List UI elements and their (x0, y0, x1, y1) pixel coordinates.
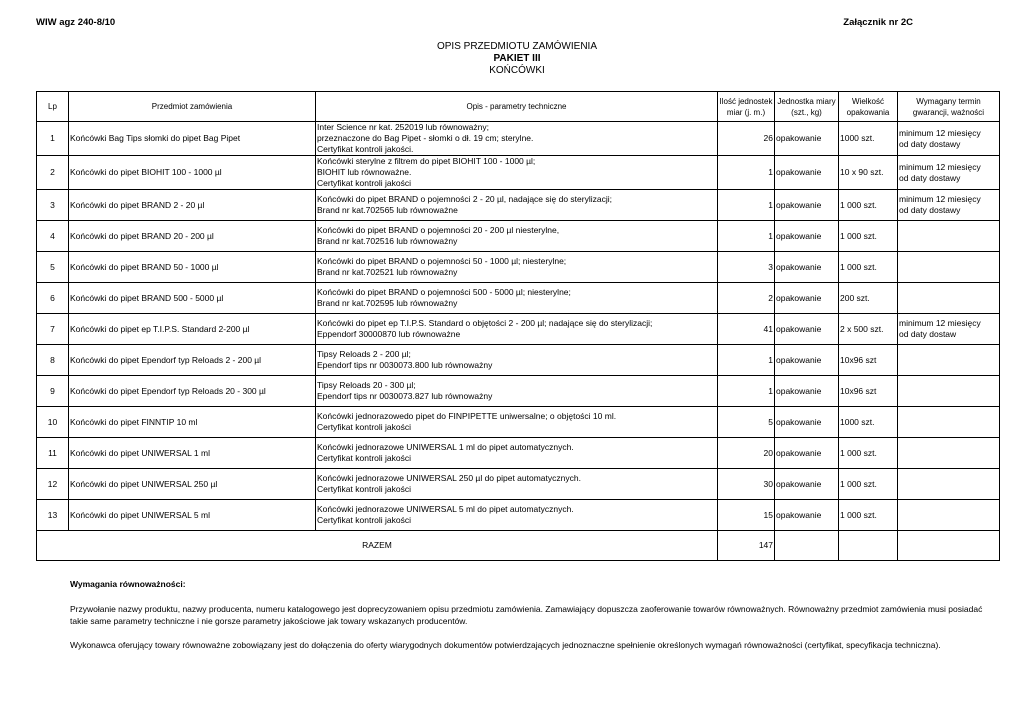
row-unit (775, 345, 839, 376)
row-package-size-line: 200 szt. (840, 292, 870, 303)
row-package-size (839, 252, 898, 283)
row-quantity-line: 20 (763, 447, 773, 458)
row-number (37, 469, 69, 500)
requirements-title: Wymagania równoważności: (70, 579, 186, 589)
row-quantity (718, 314, 775, 345)
row-description-line: Końcówki jednorazowe UNIWERSAL 5 ml do pipet automatycznych. (317, 504, 574, 514)
title-line-3: KOŃCÓWKI (489, 65, 545, 76)
row-description (316, 122, 718, 156)
header-warranty: Wymagany termin gwarancji, ważności (898, 92, 1000, 122)
row-quantity-line: 1 (768, 199, 773, 210)
row-description (316, 156, 718, 190)
row-package-size (839, 314, 898, 345)
row-unit (775, 221, 839, 252)
row-number (37, 500, 69, 531)
row-warranty (898, 500, 1000, 531)
table-row (37, 221, 1000, 252)
table-row (37, 500, 1000, 531)
table-row (37, 156, 1000, 190)
row-number (37, 407, 69, 438)
table-row (37, 122, 1000, 156)
row-number (37, 438, 69, 469)
row-quantity (718, 500, 775, 531)
row-warranty (898, 156, 1000, 190)
row-number (37, 190, 69, 221)
row-item (69, 407, 316, 438)
row-package-size (839, 283, 898, 314)
row-quantity-line: 5 (768, 416, 773, 427)
row-item-line: Końcówki do pipet Ependorf typ Reloads 2 - 200 µl (70, 354, 262, 365)
row-quantity (718, 252, 775, 283)
row-description-line: BIOHIT lub równoważne. (317, 167, 412, 177)
row-quantity (718, 283, 775, 314)
row-description (316, 345, 718, 376)
row-quantity-line: 3 (768, 261, 773, 272)
row-quantity-line: 1 (768, 385, 773, 396)
row-quantity (718, 407, 775, 438)
row-item (69, 122, 316, 156)
row-warranty-line: od daty dostawy (899, 138, 961, 149)
row-warranty (898, 438, 1000, 469)
table-row (37, 314, 1000, 345)
row-warranty (898, 345, 1000, 376)
row-description (316, 469, 718, 500)
row-description-line: Końcówki do pipet BRAND o pojemności 2 - 20 µl, nadające się do sterylizacji; (317, 194, 612, 204)
row-package-size-line: 1 000 szt. (840, 478, 877, 489)
row-description-line: Certyfikat kontroli jakości (317, 484, 412, 494)
row-item-line: Końcówki do pipet BRAND 20 - 200 µl (70, 230, 214, 241)
row-quantity (718, 190, 775, 221)
row-unit (775, 500, 839, 531)
row-description (316, 500, 718, 531)
row-package-size (839, 469, 898, 500)
row-description-line: Końcówki do pipet BRAND o pojemności 50 - 1000 µl; niesterylne; (317, 256, 567, 266)
row-unit-line: opakowanie (776, 478, 822, 489)
row-package-size-line: 10x96 szt (840, 354, 877, 365)
row-unit-line: opakowanie (776, 385, 822, 396)
row-package-size-line: 2 x 500 szt. (840, 323, 884, 334)
row-unit-line: opakowanie (776, 416, 822, 427)
row-description-line: Ependorf tips nr 0030073.800 lub równoważny (317, 360, 493, 370)
row-warranty-line: minimum 12 miesięcy (899, 161, 981, 172)
row-unit (775, 190, 839, 221)
order-table (36, 91, 1000, 561)
row-unit-line: opakowanie (776, 230, 822, 241)
row-unit (775, 407, 839, 438)
row-item (69, 376, 316, 407)
table-row (37, 438, 1000, 469)
row-unit-line: opakowanie (776, 167, 822, 177)
row-number (37, 156, 69, 190)
row-quantity-line: 15 (763, 509, 773, 520)
row-item-line: Końcówki do pipet FINNTIP 10 ml (70, 416, 198, 427)
row-warranty-line: od daty dostaw (899, 329, 957, 339)
row-description-line: Brand nr kat.702521 lub równoważny (317, 267, 458, 277)
row-unit-line: opakowanie (776, 447, 822, 458)
row-description-line: Tipsy Reloads 2 - 200 µl; (317, 349, 411, 359)
row-warranty (898, 221, 1000, 252)
row-warranty (898, 122, 1000, 156)
row-description-line: Brand nr kat.702565 lub równoważne (317, 205, 458, 215)
table-row (37, 252, 1000, 283)
row-number-line: 10 (47, 416, 58, 427)
row-unit (775, 156, 839, 190)
row-warranty (898, 376, 1000, 407)
row-unit-line: opakowanie (776, 323, 822, 334)
row-warranty-line: od daty dostawy (899, 205, 961, 215)
row-package-size-line: 1000 szt. (840, 133, 875, 143)
row-item (69, 469, 316, 500)
row-quantity-line: 41 (763, 323, 773, 334)
row-description-line: Certyfikat kontroli jakości (317, 178, 412, 188)
row-item (69, 156, 316, 190)
row-item-line: Końcówki do pipet Ependorf typ Reloads 20 - 300 µl (70, 385, 266, 396)
header-item: Przedmiot zamówienia (69, 92, 316, 122)
row-item-line: Końcówki do pipet ep T.I.P.S. Standard 2-200 µl (70, 323, 250, 334)
document-titles (0, 41, 1024, 77)
row-description-line: Końcówki jednorazowe UNIWERSAL 1 ml do pipet automatycznych. (317, 442, 574, 452)
row-description-line: Certyfikat kontroli jakości. (317, 144, 414, 154)
row-unit (775, 252, 839, 283)
row-description (316, 314, 718, 345)
row-package-size-line: 10 x 90 szt. (840, 167, 884, 177)
row-item (69, 190, 316, 221)
header-unit: Jednostka miary (szt., kg) (775, 92, 839, 122)
row-quantity (718, 469, 775, 500)
row-warranty (898, 469, 1000, 500)
row-quantity (718, 122, 775, 156)
row-number-line: 11 (48, 447, 57, 458)
row-description-line: Certyfikat kontroli jakości (317, 422, 412, 432)
row-quantity-line: 1 (768, 167, 773, 177)
row-warranty (898, 314, 1000, 345)
requirements-paragraph-2: Wykonawca oferujący towary równoważne zobowiązany jest do dołączenia do oferty wiarygodnych dokumentów potwierdzających jednoznaczne spełnienie określonych wymagań równoważności (certyfikat, specyfikacja techniczna). (70, 640, 941, 650)
header-lp: Lp (37, 92, 69, 122)
row-number-line: 9 (50, 385, 55, 396)
row-unit-line: opakowanie (776, 509, 822, 520)
row-package-size (839, 122, 898, 156)
row-description (316, 252, 718, 283)
row-number (37, 314, 69, 345)
row-warranty (898, 252, 1000, 283)
row-package-size-line: 1 000 szt. (840, 447, 877, 458)
row-warranty-line: minimum 12 miesięcy (899, 127, 981, 138)
row-package-size (839, 407, 898, 438)
total-label: RAZEM (37, 531, 718, 561)
title-line-2: PAKIET III (493, 53, 541, 64)
row-package-size-line: 1 000 szt. (840, 230, 877, 241)
row-description-line: przeznaczone do Bag Pipet - słomki o dł. 19 cm; sterylne. (317, 133, 534, 143)
row-quantity (718, 345, 775, 376)
table-row (37, 469, 1000, 500)
row-package-size (839, 221, 898, 252)
row-description (316, 438, 718, 469)
row-unit-line: opakowanie (776, 292, 822, 303)
row-number-line: 2 (50, 167, 55, 177)
header-package-size: Wielkość opakowania (839, 92, 898, 122)
row-warranty (898, 190, 1000, 221)
row-description-line: Brand nr kat.702516 lub równoważny (317, 236, 458, 246)
row-description-line: Inter Science nr kat. 252019 lub równoważny; (317, 122, 489, 132)
row-description (316, 407, 718, 438)
total-row (37, 531, 1000, 561)
row-package-size (839, 156, 898, 190)
row-description (316, 283, 718, 314)
row-unit-line: opakowanie (776, 199, 822, 210)
row-item-line: Końcówki do pipet BRAND 50 - 1000 µl (70, 261, 219, 272)
table-row (37, 407, 1000, 438)
row-description-line: Tipsy Reloads 20 - 300 µl; (317, 380, 416, 390)
row-item (69, 314, 316, 345)
row-quantity-line: 1 (768, 354, 773, 365)
row-description (316, 190, 718, 221)
row-description-line: Końcówki do pipet BRAND o pojemności 500 - 5000 µl; niesterylne; (317, 287, 571, 297)
row-quantity (718, 438, 775, 469)
row-item-line: Końcówki do pipet UNIWERSAL 5 ml (70, 509, 210, 520)
row-package-size (839, 345, 898, 376)
row-unit (775, 469, 839, 500)
row-number-line: 4 (50, 230, 55, 241)
row-quantity (718, 376, 775, 407)
row-description (316, 221, 718, 252)
row-number (37, 376, 69, 407)
row-item (69, 438, 316, 469)
row-number (37, 122, 69, 156)
row-description-line: Końcówki do pipet BRAND o pojemności 20 - 200 µl niesterylne, (317, 225, 560, 235)
row-number-line: 3 (50, 199, 55, 210)
row-item-line: Końcówki do pipet BRAND 500 - 5000 µl (70, 292, 224, 303)
row-description-line: Certyfikat kontroli jakości (317, 515, 412, 525)
row-description-line: Brand nr kat.702595 lub równoważny (317, 298, 458, 308)
row-item-line: Końcówki do pipet BRAND 2 - 20 µl (70, 199, 205, 210)
row-number (37, 252, 69, 283)
total-quantity: 147 (718, 531, 775, 561)
row-number-line: 8 (50, 354, 55, 365)
row-package-size-line: 1 000 szt. (840, 509, 877, 520)
row-number (37, 345, 69, 376)
row-package-size (839, 190, 898, 221)
row-description-line: Ependorf tips nr 0030073.827 lub równoważny (317, 391, 493, 401)
row-unit (775, 376, 839, 407)
row-unit (775, 122, 839, 156)
title-line-1: OPIS PRZEDMIOTU ZAMÓWIENIA (436, 41, 597, 52)
row-package-size-line: 1 000 szt. (840, 199, 877, 210)
row-package-size-line: 10x96 szt (840, 385, 877, 396)
row-number-line: 12 (47, 478, 58, 489)
row-description-line: Eppendorf 30000870 lub równoważne (317, 329, 461, 339)
row-package-size (839, 500, 898, 531)
document-reference: WIW agz 240-8/10 (36, 17, 116, 28)
table-row (37, 283, 1000, 314)
row-unit-line: opakowanie (776, 354, 822, 365)
row-quantity-line: 2 (768, 292, 773, 303)
header-description: Opis - parametry techniczne (316, 92, 718, 122)
row-number-line: 7 (50, 323, 55, 334)
row-description-line: Końcówki jednorazowedo pipet do FINPIPETTE uniwersalne; o objętości 10 ml. (317, 411, 617, 421)
row-package-size-line: 1 000 szt. (840, 261, 877, 272)
row-description-line: Końcówki jednorazowe UNIWERSAL 250 µl do pipet automatycznych. (317, 473, 581, 483)
table-row (37, 345, 1000, 376)
row-quantity-line: 1 (768, 230, 773, 241)
row-quantity (718, 156, 775, 190)
row-number (37, 283, 69, 314)
row-quantity (718, 221, 775, 252)
row-package-size (839, 438, 898, 469)
row-quantity-line: 30 (763, 478, 773, 489)
requirements-paragraph-1: Przywołanie nazwy produktu, nazwy producenta, numeru katalogowego jest doprecyzowaniem opisu przedmiotu zamówienia. Zamawiający dopuszcza zaoferowanie towarów równoważnych. Równoważny przedmiot zamówienia musi posiadać takie same parametry techniczne i nie gorsze parametry jakościowe jak towary wskazanych producentów. (70, 604, 983, 626)
row-item (69, 500, 316, 531)
row-quantity-line: 26 (763, 133, 773, 143)
table-row (37, 376, 1000, 407)
row-warranty-line: od daty dostawy (899, 172, 961, 183)
header-quantity: Ilość jednostek miar (j. m.) (718, 92, 775, 122)
row-unit (775, 283, 839, 314)
row-item-line: Końcówki do pipet BIOHIT 100 - 1000 µl (70, 167, 222, 177)
table-header-row (37, 92, 1000, 122)
attachment-number: Załącznik nr 2C (843, 17, 913, 28)
row-description (316, 376, 718, 407)
row-warranty-line: minimum 12 miesięcy (899, 194, 981, 204)
row-description-line: Certyfikat kontroli jakości (317, 453, 412, 463)
row-number (37, 221, 69, 252)
row-number-line: 6 (50, 292, 55, 303)
row-item (69, 345, 316, 376)
row-package-size (839, 376, 898, 407)
row-unit-line: opakowanie (776, 261, 822, 272)
row-warranty (898, 407, 1000, 438)
row-number-line: 1 (50, 133, 55, 143)
row-unit-line: opakowanie (776, 133, 822, 143)
total-empty-cell (898, 531, 1000, 561)
row-item-line: Końcówki do pipet UNIWERSAL 1 ml (70, 447, 210, 458)
row-unit (775, 438, 839, 469)
row-description-line: Końcówki do pipet ep T.I.P.S. Standard o objętości 2 - 200 µl; nadające się do sterylizacji; (317, 318, 653, 328)
total-empty-cell (839, 531, 898, 561)
row-item (69, 221, 316, 252)
row-number-line: 5 (50, 261, 55, 272)
row-unit (775, 314, 839, 345)
row-warranty (898, 283, 1000, 314)
row-description-line: Końcówki sterylne z filtrem do pipet BIOHIT 100 - 1000 µl; (317, 156, 536, 166)
row-number-line: 13 (47, 509, 58, 520)
row-item (69, 252, 316, 283)
row-package-size-line: 1000 szt. (840, 416, 875, 427)
row-item-line: Końcówki do pipet UNIWERSAL 250 µl (70, 478, 218, 489)
row-item (69, 283, 316, 314)
row-item-line: Końcówki Bag Tips słomki do pipet Bag Pipet (70, 133, 241, 143)
row-warranty-line: minimum 12 miesięcy (899, 318, 981, 328)
table-row (37, 190, 1000, 221)
total-empty-cell (775, 531, 839, 561)
